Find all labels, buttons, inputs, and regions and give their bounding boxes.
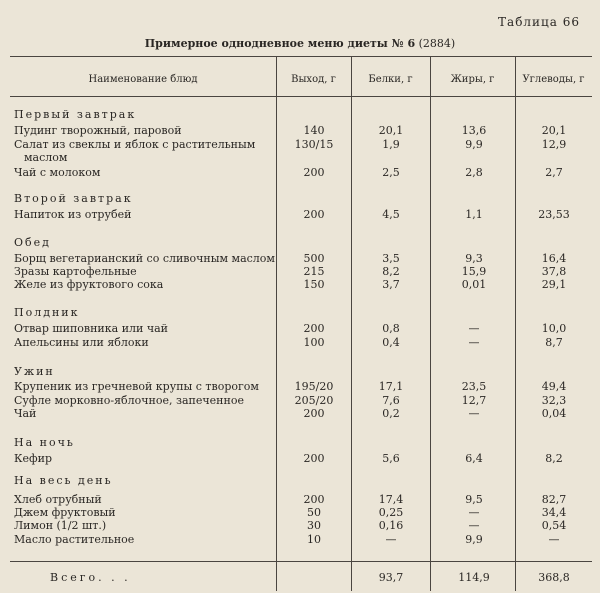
protein-value: 8,2 xyxy=(382,265,400,278)
table-row xyxy=(10,278,592,292)
dish-name: Крупеник из гречневой крупы с творогом xyxy=(14,380,259,393)
carbs-value: 49,4 xyxy=(541,380,567,393)
fat-value: — xyxy=(468,519,480,532)
protein-value: 0,4 xyxy=(382,336,400,349)
table-row xyxy=(10,208,592,222)
table-row xyxy=(10,265,592,279)
total-fat: 114,9 xyxy=(458,571,490,584)
protein-value: 4,5 xyxy=(382,208,400,221)
protein-value: 0,25 xyxy=(378,506,404,519)
out-value: 200 xyxy=(303,452,325,465)
protein-value: 17,4 xyxy=(378,493,404,506)
header-fat: Жиры, г xyxy=(450,74,495,85)
carbs-value: 32,3 xyxy=(541,394,567,407)
dish-name: Борщ вегетарианский со сливочным маслом xyxy=(14,252,275,265)
table-row xyxy=(10,452,592,466)
table-row xyxy=(10,151,592,165)
table-row xyxy=(10,252,592,266)
carbs-value: 10,0 xyxy=(541,322,567,335)
section-title: На ночь xyxy=(14,436,75,449)
menu-table xyxy=(10,56,592,591)
carbs-value: 34,4 xyxy=(541,506,567,519)
fat-value: 13,6 xyxy=(461,124,487,137)
protein-value: 3,5 xyxy=(382,252,400,265)
carbs-value: 8,2 xyxy=(545,452,563,465)
out-value: 200 xyxy=(303,166,325,179)
fat-value: 9,5 xyxy=(465,493,483,506)
table-row xyxy=(10,394,592,408)
table-row xyxy=(10,506,592,520)
fat-value: — xyxy=(468,336,480,349)
table-row xyxy=(10,322,592,336)
dish-name: Кефир xyxy=(14,452,53,465)
table-row xyxy=(10,533,592,547)
fat-value: 0,01 xyxy=(461,278,487,291)
dish-name: Джем фруктовый xyxy=(14,506,116,519)
protein-value: 0,8 xyxy=(382,322,400,335)
header-name: Наименование блюд xyxy=(88,74,198,85)
caption-extra: (2884) xyxy=(418,37,456,50)
out-value: 100 xyxy=(303,336,325,349)
header-carbs: Углеводы, г xyxy=(522,74,585,85)
dish-name: Суфле морковно-яблочное, запеченное xyxy=(14,394,244,407)
protein-value: 17,1 xyxy=(378,380,404,393)
header-bottom-rule xyxy=(10,96,592,97)
carbs-value: 23,53 xyxy=(538,208,570,221)
carbs-value: 29,1 xyxy=(541,278,567,291)
carbs-value: 8,7 xyxy=(545,336,563,349)
fat-value: 2,8 xyxy=(465,166,483,179)
dish-name: Отвар шиповника или чай xyxy=(14,322,168,335)
out-value: 10 xyxy=(307,533,321,546)
section-title: Первый завтрак xyxy=(14,108,137,121)
fat-value: 1,1 xyxy=(465,208,483,221)
fat-value: 15,9 xyxy=(461,265,487,278)
fat-value: 9,9 xyxy=(465,533,483,546)
section-row xyxy=(10,306,592,320)
table-row xyxy=(10,124,592,138)
dish-name: маслом xyxy=(24,151,68,164)
protein-value: — xyxy=(385,533,397,546)
dish-name: Желе из фруктового сока xyxy=(14,278,164,291)
total-top-rule xyxy=(10,561,592,562)
carbs-value: 0,04 xyxy=(541,407,567,420)
out-value: 200 xyxy=(303,208,325,221)
out-value: 200 xyxy=(303,493,325,506)
fat-value: — xyxy=(468,407,480,420)
table-row xyxy=(10,519,592,533)
protein-value: 5,6 xyxy=(382,452,400,465)
carbs-value: 12,9 xyxy=(541,138,567,151)
caption-title: Примерное однодневное меню диеты № 6 xyxy=(144,37,416,50)
carbs-value: 16,4 xyxy=(541,252,567,265)
carbs-value: 0,54 xyxy=(541,519,567,532)
dish-name: Чай xyxy=(14,407,37,420)
protein-value: 0,16 xyxy=(378,519,404,532)
table-row xyxy=(10,380,592,394)
table-caption xyxy=(0,37,600,50)
dish-name: Напиток из отрубей xyxy=(14,208,132,221)
carbs-value: — xyxy=(548,533,560,546)
out-value: 150 xyxy=(303,278,325,291)
out-value: 205/20 xyxy=(294,394,334,407)
section-row xyxy=(10,108,592,122)
fat-value: 6,4 xyxy=(465,452,483,465)
section-title: Полдник xyxy=(14,306,80,319)
carbs-value: 82,7 xyxy=(541,493,567,506)
dish-name: Чай с молоком xyxy=(14,166,101,179)
dish-name: Лимон (1/2 шт.) xyxy=(14,519,107,532)
carbs-value: 20,1 xyxy=(541,124,567,137)
protein-value: 7,6 xyxy=(382,394,400,407)
carbs-value: 37,8 xyxy=(541,265,567,278)
section-row xyxy=(10,192,592,206)
fat-value: — xyxy=(468,322,480,335)
protein-value: 2,5 xyxy=(382,166,400,179)
section-title: Ужин xyxy=(14,365,55,378)
table-row xyxy=(10,166,592,180)
out-value: 195/20 xyxy=(294,380,334,393)
total-row xyxy=(10,571,592,585)
dish-name: Апельсины или яблоки xyxy=(14,336,149,349)
out-value: 200 xyxy=(303,322,325,335)
dish-name: Масло растительное xyxy=(14,533,135,546)
section-row xyxy=(10,436,592,450)
fat-value: 12,7 xyxy=(461,394,487,407)
out-value: 200 xyxy=(303,407,325,420)
out-value: 130/15 xyxy=(294,138,334,151)
dish-name: Пудинг творожный, паровой xyxy=(14,124,182,137)
protein-value: 0,2 xyxy=(382,407,400,420)
fat-value: 23,5 xyxy=(461,380,487,393)
section-title: Обед xyxy=(14,236,51,249)
out-value: 30 xyxy=(307,519,321,532)
section-title: На весь день xyxy=(14,474,113,487)
table-row xyxy=(10,138,592,152)
fat-value: 9,3 xyxy=(465,252,483,265)
table-row xyxy=(10,493,592,507)
total-carbs: 368,8 xyxy=(538,571,570,584)
protein-value: 1,9 xyxy=(382,138,400,151)
section-row xyxy=(10,474,592,488)
header-protein: Белки, г xyxy=(368,74,413,85)
out-value: 50 xyxy=(307,506,321,519)
table-row xyxy=(10,407,592,421)
total-label: Всего. . . xyxy=(50,571,131,584)
section-title: Второй завтрак xyxy=(14,192,133,205)
table-number: Таблица 66 xyxy=(498,15,580,29)
protein-value: 20,1 xyxy=(378,124,404,137)
header-out: Выход, г xyxy=(291,74,336,85)
total-protein: 93,7 xyxy=(378,571,404,584)
dish-name: Салат из свеклы и яблок с растительным xyxy=(14,138,256,151)
out-value: 140 xyxy=(303,124,325,137)
section-row xyxy=(10,365,592,379)
fat-value: — xyxy=(468,506,480,519)
dish-name: Хлеб отрубный xyxy=(14,493,102,506)
dish-name: Зразы картофельные xyxy=(14,265,137,278)
table-row xyxy=(10,336,592,350)
table-top-rule xyxy=(10,56,592,57)
protein-value: 3,7 xyxy=(382,278,400,291)
fat-value: 9,9 xyxy=(465,138,483,151)
out-value: 500 xyxy=(303,252,325,265)
section-row xyxy=(10,236,592,250)
out-value: 215 xyxy=(303,265,325,278)
carbs-value: 2,7 xyxy=(545,166,563,179)
